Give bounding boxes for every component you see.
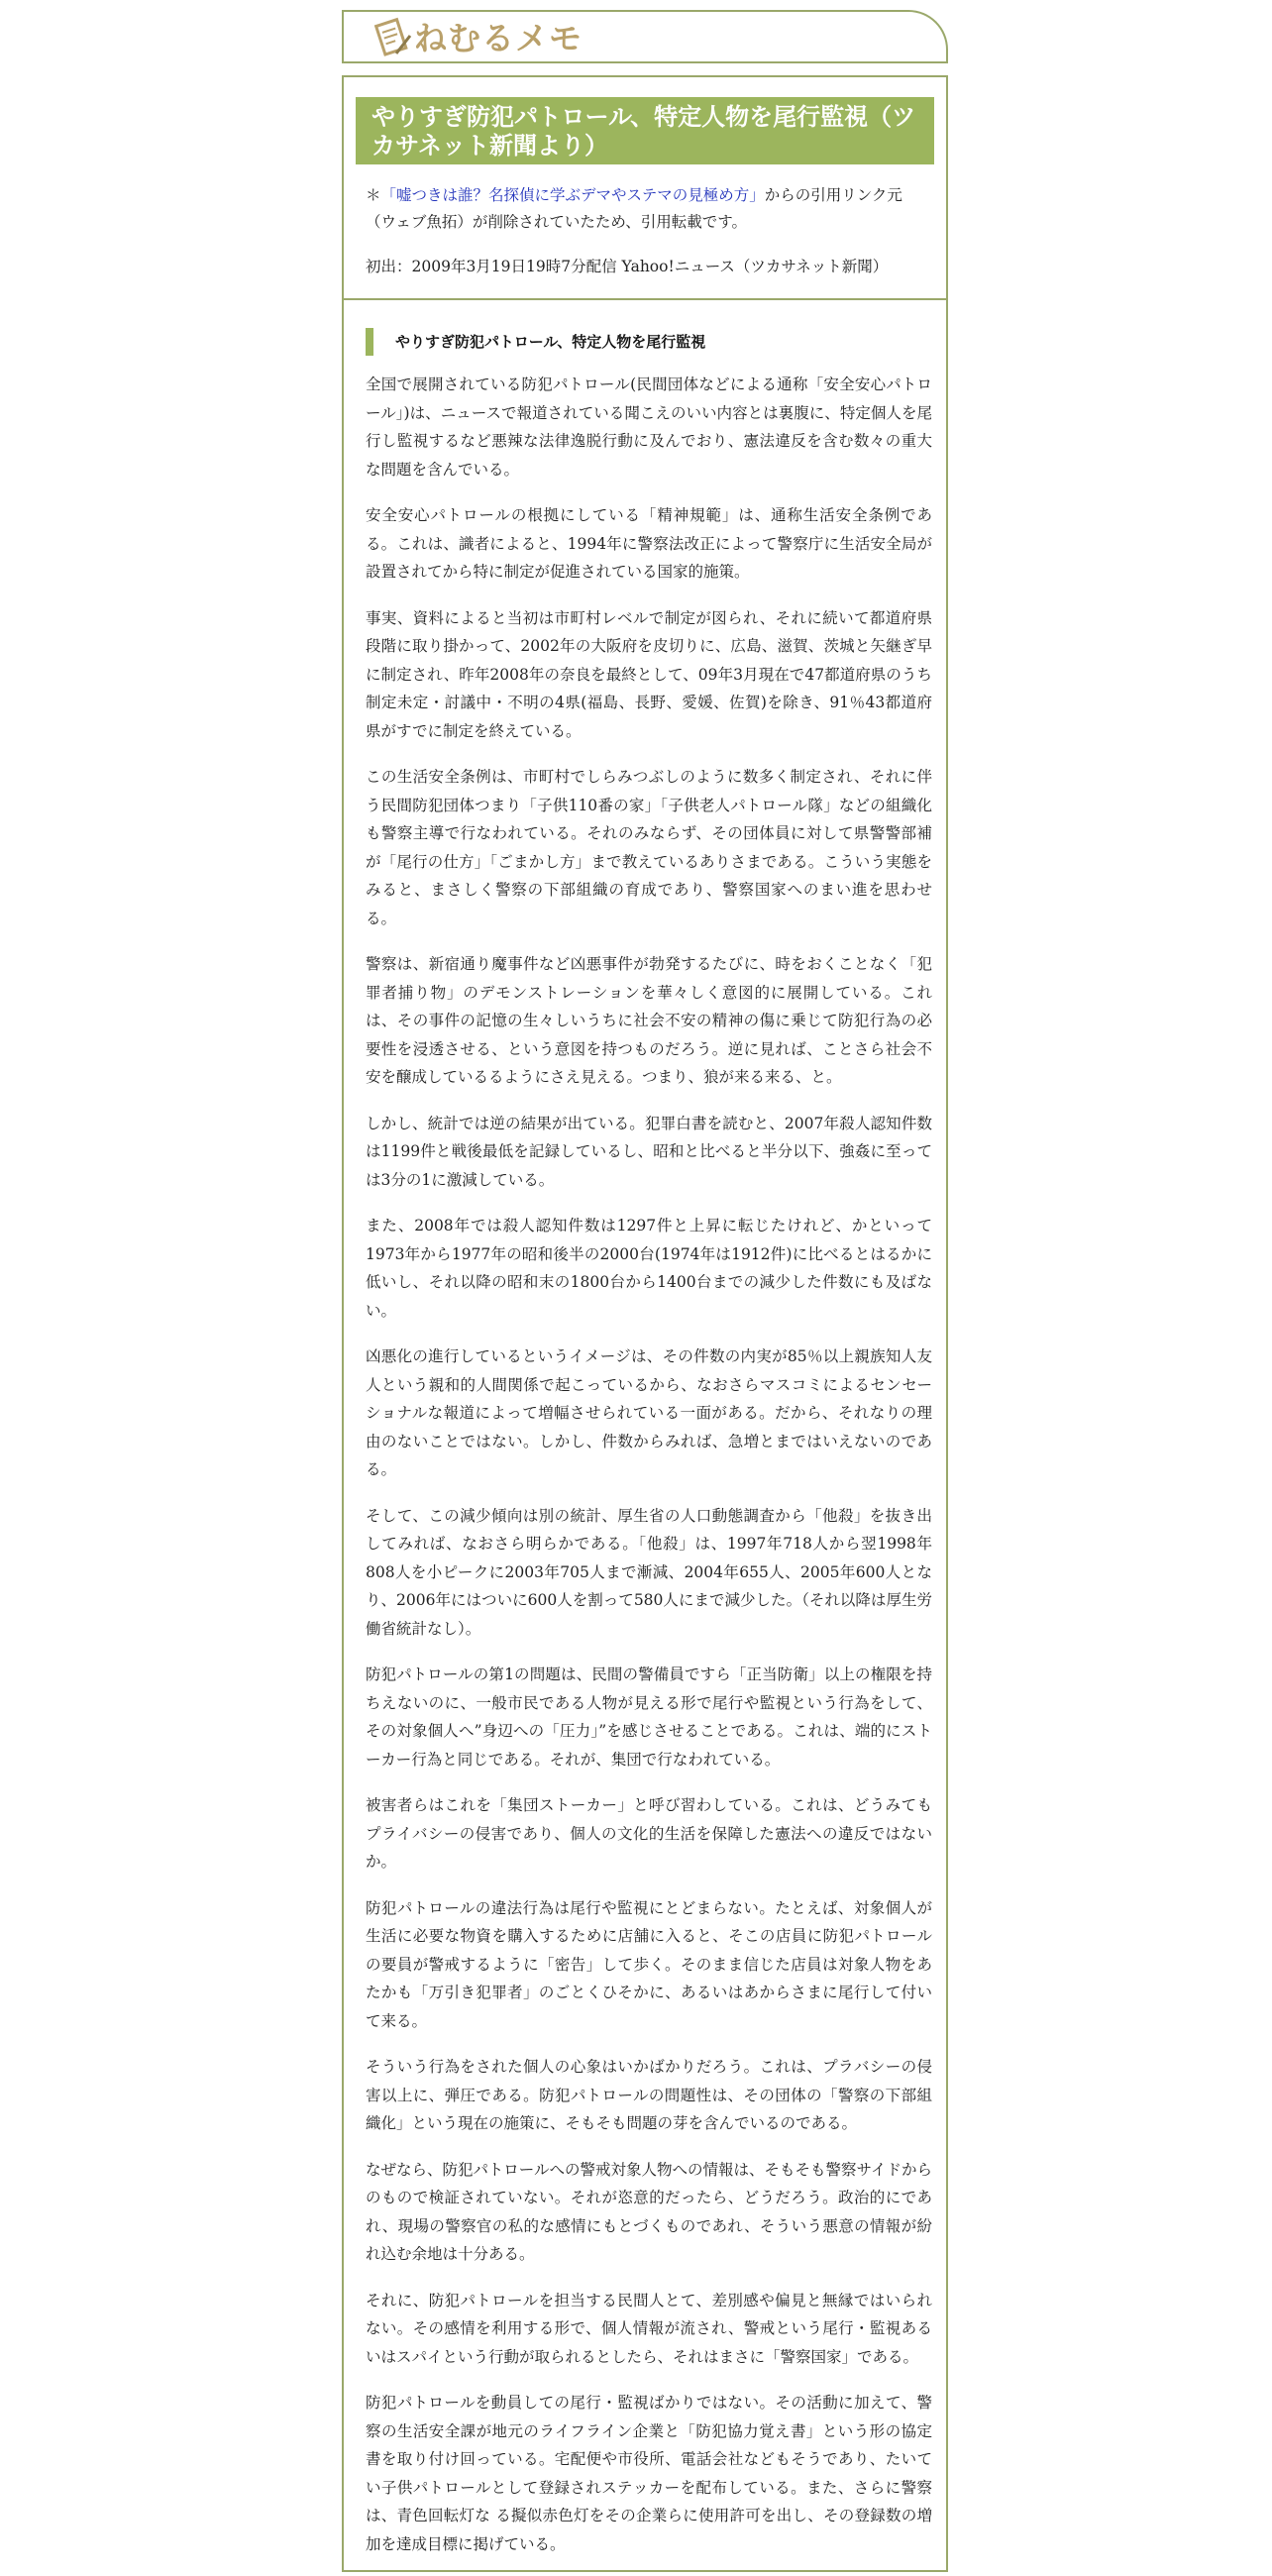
intro-prefix: ＊ [366,186,381,204]
article-body [366,371,932,2576]
article [342,75,948,2572]
paragraph: 安全安心パトロールの根拠にしている「精神規範」は、通称生活安全条例である。これは、識者によると、1994年に警察法改正によって警察庁に生活安全局が設置されてから特に制定が促進されている国家的施策。 [366,506,932,581]
paragraph: しかし、統計では逆の結果が出ている。犯罪白書を読むと、2007年殺人認知件数は1199件と戦後最低を記録しているし、昭和と比べると半分以下、強姦に至っては3分の1に激減している。 [366,1114,932,1189]
paragraph: なぜなら、防犯パトロールへの警戒対象人物への情報は、そもそも警察サイドからのもので検証されていない。それが恣意的だったら、どうだろう。政治的にであれ、現場の警察官の私的な感情にもとづくものであれ、そういう悪意の情報が紛れ込む余地は十分ある。 [366,2160,932,2263]
document-pen-icon[interactable] [369,14,416,61]
source-link[interactable]: 「嘘つきは誰？名探偵に学ぶデマやステマの見極め方」 [380,186,765,204]
site-logo[interactable]: ねむるメモ [414,19,583,57]
paragraph: 防犯パトロールの第1の問題は、民間の警備員ですら「正当防衛」以上の権限を持ちえないのに、一般市民である人物が見える形で尾行や監視という行為をして、その対象個人へ”身辺への「圧力」”を感じさせることである。これは、端的にストーカー行為と同じである。それが、集団で行なわれている。 [366,1665,932,1769]
paragraph: 凶悪化の進行しているというイメージは、その件数の内実が85％以上親族知人友人という親和的人間関係で起こっているから、なおさらマスコミによるセンセーショナルな報道によって増幅させられている一面がある。だから、それなりの理由のないことではない。しかし、件数からみれば、急増とまではいえないのである。 [366,1347,932,1478]
paragraph: 警察は、新宿通り魔事件など凶悪事件が勃発するたびに、時をおくことなく「犯罪者捕り物」のデモンストレーションを華々しく意図的に展開している。これは、その事件の記憶の生々しいうちに社会不安の精神の傷に乗じて防犯行為の必要性を浸透させる、という意図を持つものだろう。逆に見れば、ことさら社会不安を醸成しているるようにさえ見える。つまり、狼が来る来る、と。 [366,955,932,1086]
paragraph: 事実、資料によると当初は市町村レベルで制定が図られ、それに続いて都道府県段階に取り掛かって、2002年の大阪府を皮切りに、広島、滋賀、茨城と矢継ぎ早に制定され、昨年2008年の奈良を最終として、09年3月現在で47都道府県のうち制定未定・討議中・不明の4県(福島、長野、愛媛、佐賀)を除き、91％43都道府県がすでに制定を終えている。 [366,608,932,740]
section-divider [344,298,946,300]
paragraph: それに、防犯パトロールを担当する民間人とて、差別感や偏見と無縁ではいられない。その感情を利用する形で、個人情報が流され、警戒という尾行・監視あるいはスパイという行動が取られるとしたら、それはまさに「警察国家」である。 [366,2291,932,2366]
publish-date: 初出：2009年3月19日19時7分配信 Yahoo!ニュース（ツカサネット新聞） [366,258,889,275]
paragraph: 防犯パトロールの違法行為は尾行や監視にとどまらない。たとえば、対象個人が生活に必要な物資を購入するために店舗に入ると、そこの店員に防犯パトロールの要員が警戒するように「密告」して歩く。そのまま信じた店員は対象人物をあたかも「万引き犯罪者」のごとくひそかに、あるいはあからさまに尾行して付いて来る。 [366,1898,932,2030]
paragraph: 被害者らはこれを「集団ストーカー」と呼び習わしている。これは、どうみてもプライバシーの侵害であり、個人の文化的生活を保障した憲法への違反ではないか。 [366,1796,932,1871]
article-title: やりすぎ防犯パトロール、特定人物を尾行監視（ツカサネット新聞より） [356,97,934,164]
intro-note [366,182,932,236]
paragraph: 全国で展開されている防犯パトロール(民間団体などによる通称「安全安心パトロール」)は、ニュースで報道されている聞こえのいい内容とは裏腹に、特定個人を尾行し監視するなど悪辣な法律逸脱行動に及んでおり、憲法違反を含む数々の重大な問題を含んでいる。 [366,376,932,479]
paragraph: また、2008年では殺人認知件数は1297件と上昇に転じたけれど、かといって1973年から1977年の昭和後半の2000台(1974年は1912件)に比べるとはるかに低いし、それ以降の昭和末の1800台から1400台までの減少した件数にも及ばない。 [366,1217,932,1320]
paragraph: そういう行為をされた個人の心象はいかばかりだろう。これは、プラバシーの侵害以上に、弾圧である。防犯パトロールの問題性は、その団体の「警察の下部組織化」という現在の施策に、そもそも問題の芽を含んでいるのである。 [366,2058,932,2132]
intro-suffix: からの引用リンク元（ウェブ魚拓）が削除されていたため、引用転載です。 [366,186,902,231]
paragraph: 防犯パトロールを動員しての尾行・監視ばかりではない。その活動に加えて、警察の生活安全課が地元のライフライン企業と「防犯協力覚え書」という形の協定書を取り付け回っている。宅配便や市役所、電話会社などもそうであり、たいてい子供パトロールとして登録されステッカーを配布している。また、さらに警察は、青色回転灯な る擬似赤色灯をその企業らに使用許可を出し、その登録数の増加を達成目標に掲げている。 [366,2394,932,2553]
section-heading: やりすぎ防犯パトロール、特定人物を尾行監視 [366,328,932,356]
paragraph: そして、この減少傾向は別の統計、厚生省の人口動態調査から「他殺」を抜き出してみれば、なおさら明らかである。「他殺」は、1997年718人から翌1998年808人を小ピークに2003年705人まで漸減、2004年655人、2005年600人となり、2006年にはついに600人を割って580人にまで減少した。（それ以降は厚生労働省統計なし）。 [366,1506,932,1638]
paragraph: この生活安全条例は、市町村でしらみつぶしのように数多く制定され、それに伴う民間防犯団体つまり「子供110番の家」「子供老人パトロール隊」などの組織化も警察主導で行なわれている。それのみならず、その団体員に対して県警警部補が「尾行の仕方」「ごまかし方」まで教えているありさまである。こういう実態をみると、まさしく警察の下部組織の育成であり、警察国家へのまい進を思わせる。 [366,768,932,927]
